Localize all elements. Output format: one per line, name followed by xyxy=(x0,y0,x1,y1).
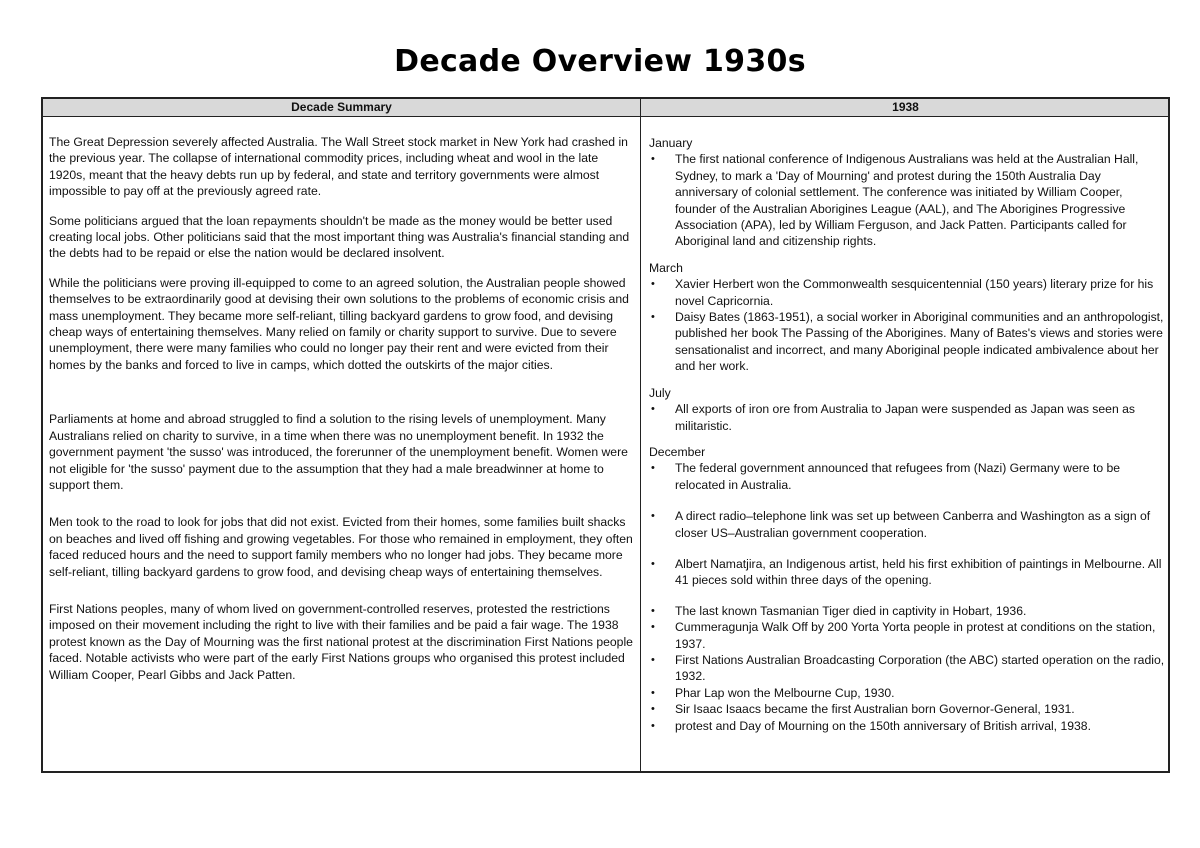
list-item: • protest and Day of Mourning on the 150th anniversary of British arrival, 1938. xyxy=(651,718,1091,733)
bullet-icon: • xyxy=(651,703,655,716)
march-events-list xyxy=(649,276,1166,374)
decade-summary-column xyxy=(49,134,634,696)
page-title: Decade Overview 1930s xyxy=(394,44,806,79)
namatjira-event-list xyxy=(649,556,1166,589)
radio-event-list xyxy=(649,508,1166,541)
summary-paragraph: While the politicians were proving ill-equipped to come to an agreed solution, the Australian people showed themselves to be extraordinarily good at devising their own solutions to the problems of economic crisis and mass unemployment. They became more self-reliant, tilling backyard gardens to grow food, and devising cheap ways of entertaining themselves. Many relied on family or charity support to survive. Due to severe unemployment, there were many families who could no longer pay their rent and were evicted from their homes by the banks and forced to live in camps, which dotted the outskirts of the major cities. xyxy=(49,275,629,372)
bullet-icon: • xyxy=(651,621,655,634)
bullet-icon: • xyxy=(651,686,655,699)
month-heading-july: July xyxy=(649,385,671,400)
bullet-icon: • xyxy=(651,604,655,617)
bullet-icon: • xyxy=(651,403,655,416)
december-events-list xyxy=(649,460,1166,493)
list-item: • Sir Isaac Isaacs became the first Australian born Governor-General, 1931. xyxy=(651,702,1075,717)
summary-paragraph: The Great Depression severely affected Australia. The Wall Street stock market in New York had crashed in the previous year. The collapse of international commodity prices, including wheat and wool in the late 1920s, meant that the heavy debts run up by federal, and state and territory governments were almost impossible to pay off at the previously agreed rate. xyxy=(49,135,628,199)
january-events-list xyxy=(649,151,1166,249)
bullet-icon: • xyxy=(651,653,655,666)
column-divider xyxy=(640,99,641,771)
month-heading-march: March xyxy=(649,260,683,275)
list-item: • First Nations Australian Broadcasting Corporation (the ABC) started operation on the radio, 1932. xyxy=(651,652,1165,684)
list-item: • Albert Namatjira, an Indigenous artist, held his first exhibition of paintings in Melbourne. All 41 pieces sold within three days of the opening. xyxy=(651,556,1162,588)
overview-table xyxy=(41,97,1170,773)
list-item: • A direct radio–telephone link was set up between Canberra and Washington as a sign of closer US–Australian government cooperation. xyxy=(651,509,1151,540)
summary-paragraph: Men took to the road to look for jobs that did not exist. Evicted from their homes, some families built shacks on beaches and lived off fishing and growing vegetables. For those who remained in employment, they often faced reduced hours and the need to support family members who no longer had jobs. They became more self-reliant, tilling backyard gardens to grow food, and devising cheap ways of entertaining themselves. xyxy=(49,515,633,579)
decade-events-list xyxy=(649,603,1166,734)
list-item: • Xavier Herbert won the Commonwealth sesquicentennial (150 years) literary prize for his novel Capricornia. xyxy=(651,277,1154,308)
header-decade-summary: Decade Summary xyxy=(291,100,392,114)
summary-paragraph: Parliaments at home and abroad struggled to find a solution to the rising levels of unemployment. Many Australians relied on charity to survive, in a time when there was no unemployment benefit. In 1932 the government payment 'the susso' was introduced, the forerunner of the unemployment benefit. Women were not eligible for 'the susso' payment due to the assumption that they had a male breadwinner at home to support them. xyxy=(49,412,628,492)
list-item: • Daisy Bates (1863-1951), a social worker in Aboriginal communities and an anthropologist, published her book The Passing of the Aborigines. Many of Bates's views and stories were sensationalist and incorrect, and many Aboriginal people indicated ambivalence about her and her work. xyxy=(651,310,1164,374)
bullet-icon: • xyxy=(651,557,655,570)
month-heading-december: December xyxy=(649,444,706,459)
year-events-column xyxy=(649,135,1166,734)
list-item: • The federal government announced that refugees from (Nazi) Germany were to be relocated in Australia. xyxy=(651,461,1121,492)
list-item: • The first national conference of Indigenous Australians was held at the Australian Hall, Sydney, to mark a 'Day of Mourning' and protest during the 150th Australia Day anniversary of colonial settlement. The conference was initiated by William Cooper, founder of the Australian Aborigines League (AAL), and The Aborigines Progressive Association (APA), led by William Ferguson, and Jack Patten. Participants called for Aboriginal land and citizenship rights. xyxy=(651,152,1139,249)
list-item: • Cummeragunja Walk Off by 200 Yorta Yorta people in protest at conditions on the station, 1937. xyxy=(651,620,1156,651)
list-item: • All exports of iron ore from Australia to Japan were suspended as Japan was seen as militaristic. xyxy=(651,402,1135,433)
bullet-icon: • xyxy=(651,510,655,523)
july-events-list xyxy=(649,401,1166,434)
list-item: • Phar Lap won the Melbourne Cup, 1930. xyxy=(651,685,895,700)
bullet-icon: • xyxy=(651,153,655,166)
list-item: • The last known Tasmanian Tiger died in captivity in Hobart, 1936. xyxy=(651,603,1027,618)
bullet-icon: • xyxy=(651,278,655,291)
header-year: 1938 xyxy=(892,100,919,114)
bullet-icon: • xyxy=(651,311,655,324)
month-heading-january: January xyxy=(649,136,693,150)
summary-paragraph: Some politicians argued that the loan repayments shouldn't be made as the money would be better used creating local jobs. Other politicians said that the most important thing was Australia's financial standing and the debts had to be repaid or else the nation would be declared insolvent. xyxy=(49,213,630,261)
table-header-row xyxy=(43,99,1168,117)
bullet-icon: • xyxy=(651,719,655,732)
summary-paragraph: First Nations peoples, many of whom lived on government-controlled reserves, protested the restrictions imposed on their movement including the right to live with their families and be paid a fair wage. The 1938 protest known as the Day of Mourning was the first national protest at the discrimination First Nations people faced. Notable activists who were part of the early First Nations groups who organised this protest included William Cooper, Pearl Gibbs and Jack Patten. xyxy=(49,601,633,682)
bullet-icon: • xyxy=(651,462,655,475)
